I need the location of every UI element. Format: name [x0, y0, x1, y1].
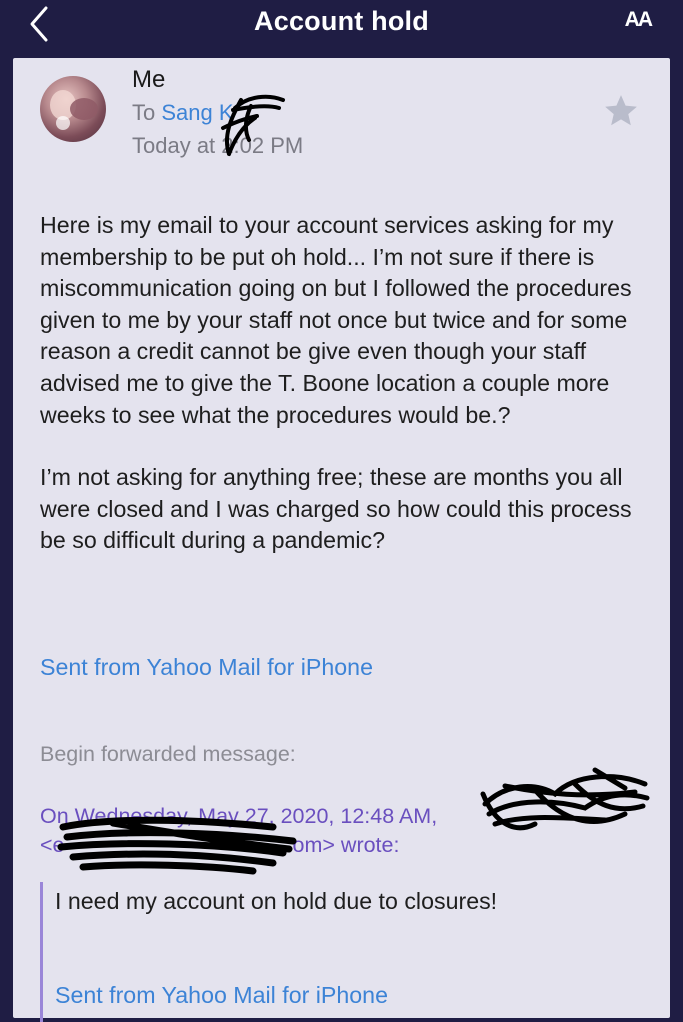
forwarded-email-start: <e [40, 833, 65, 857]
to-label: To [132, 100, 162, 125]
star-button[interactable] [602, 92, 640, 130]
page-title: Account hold [254, 6, 429, 36]
forwarded-header-line [40, 831, 640, 860]
date-time: 2:02 PM [221, 133, 304, 158]
forwarded-header [40, 802, 640, 860]
quoted-text: I need my account on hold due to closures! [55, 888, 498, 914]
quoted-signature-link[interactable]: Sent from Yahoo Mail for iPhone [55, 982, 388, 1008]
sender-name: Me [132, 66, 166, 93]
forwarded-email-end: om> wrote: [292, 833, 400, 857]
text-size-icon: AA [624, 8, 651, 31]
avatar[interactable] [40, 76, 106, 142]
message-card [13, 58, 670, 1018]
text-size-button[interactable] [625, 8, 651, 32]
quoted-message [40, 882, 663, 1022]
signature-link[interactable]: Sent from Yahoo Mail for iPhone [40, 654, 373, 680]
forwarded-header-line: On Wednesday, May 27, 2020, 12:48 AM, [40, 804, 438, 828]
message-body [40, 210, 655, 588]
navigation-bar [0, 0, 683, 58]
forwarded-label: Begin forwarded message: [40, 742, 296, 766]
recipient-line [132, 100, 234, 126]
message-date [132, 133, 303, 159]
recipient-link[interactable]: Sang K [161, 100, 234, 125]
date-label: Today at [132, 133, 222, 158]
body-paragraph: Here is my email to your account services asking for my membership to be put oh hold... I’m not sure if there is miscommunication going on but I followed the procedures given to me by your staff not once but twice and for some reason a credit cannot be give even though your staff advised me to give the T. Boone location a couple more weeks to see what the procedures would be.? [40, 212, 632, 428]
star-icon [602, 92, 640, 130]
body-paragraph: I’m not asking for anything free; these are months you all were closed and I was charged so how could this process be so difficult during a pandemic? [40, 464, 632, 554]
